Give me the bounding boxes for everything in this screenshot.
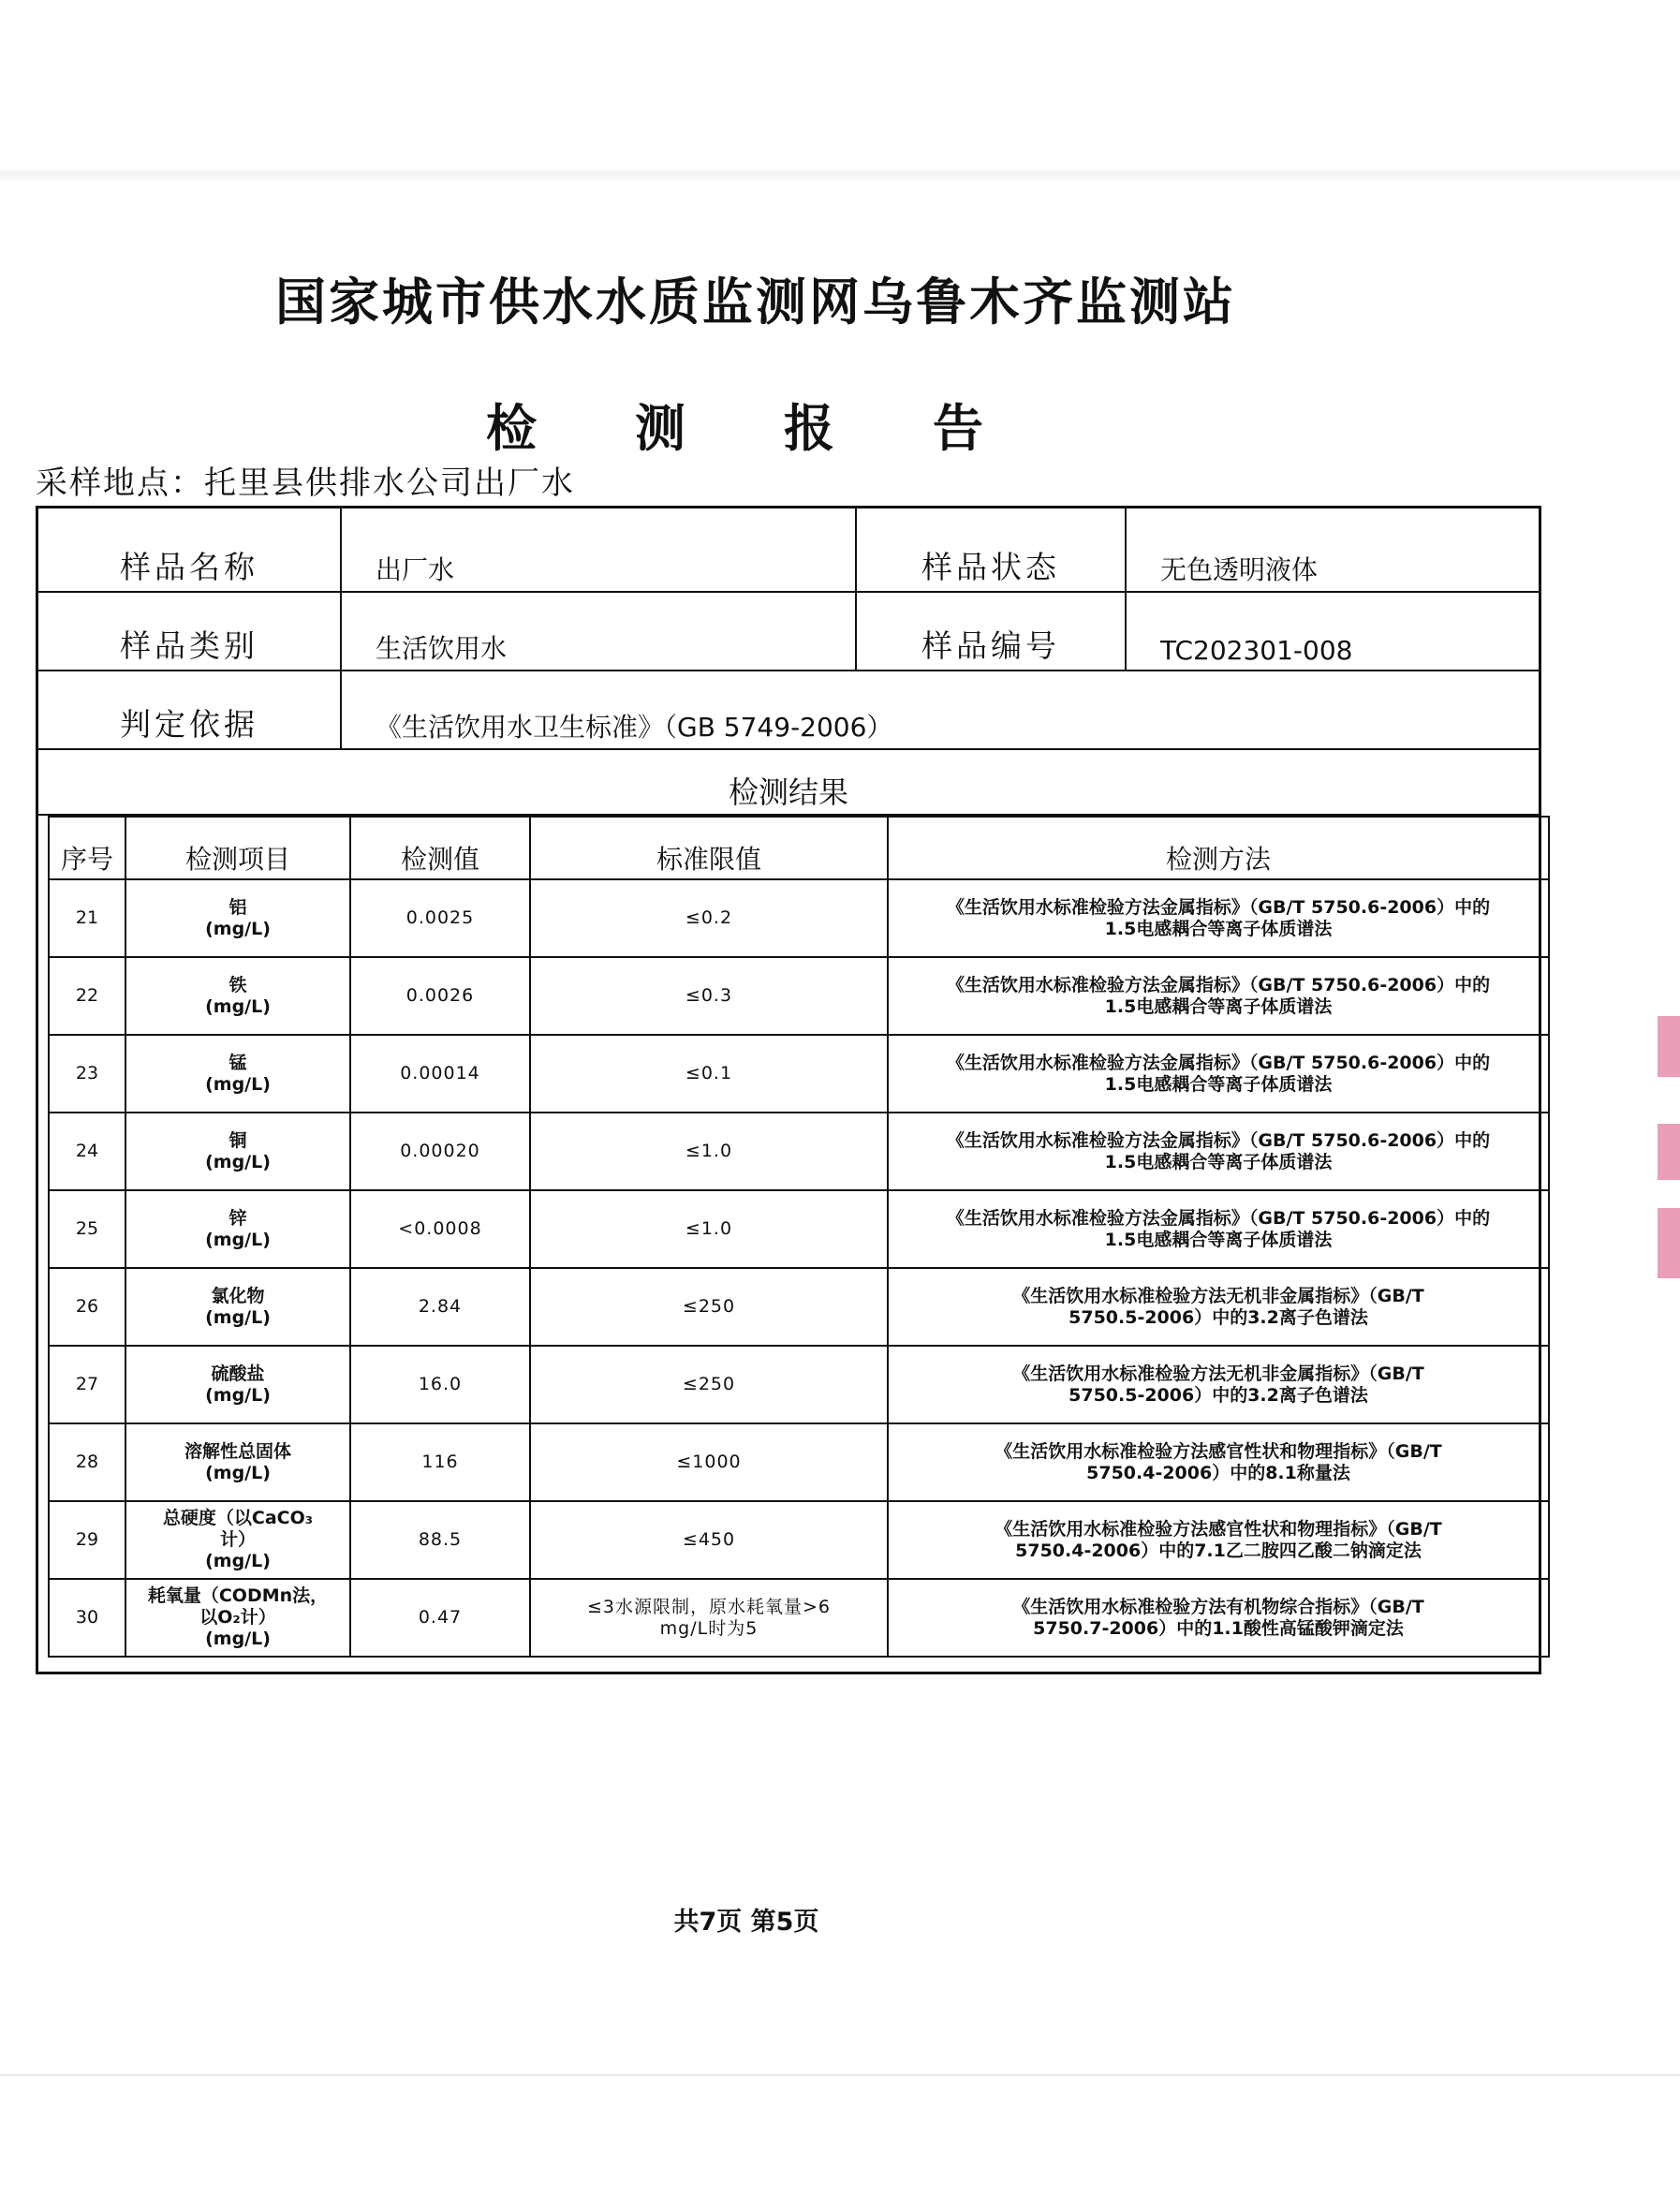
basis-label: 判定依据 [120,706,258,743]
row-no: 21 [49,879,125,957]
info-row-category-number [38,593,1539,671]
method-line-1: 《生活饮用水标准检验方法无机非金属指标》（GB/T [1012,1285,1424,1306]
method-line-1: 《生活饮用水标准检验方法感官性状和物理指标》（GB/T [995,1440,1442,1462]
row-value: 0.0025 [350,879,530,957]
table-row [49,1346,1549,1423]
item-name: 硫酸盐 [211,1363,265,1384]
table-row [49,1268,1549,1346]
row-value: 88.5 [350,1501,530,1579]
seal-stamp-fragment [1658,1208,1680,1278]
item-name: 总硬度（以CaCO₃ [162,1508,314,1528]
seal-stamp-fragment [1658,1124,1680,1180]
col-header-value: 检测值 [350,817,530,879]
method-line-1: 《生活饮用水标准检验方法有机物综合指标》（GB/T [1012,1596,1424,1617]
sample-state-value: 无色透明液体 [1125,509,1539,591]
row-no: 25 [49,1190,125,1268]
item-unit: (mg/L) [205,995,271,1017]
sample-site-label: 采样地点： [36,464,204,502]
row-value: 116 [350,1423,530,1501]
row-limit: ≤1.0 [530,1190,888,1268]
row-limit: ≤0.3 [530,957,888,1035]
table-row [49,1035,1549,1113]
row-item [125,1035,350,1113]
method-line-2: 1.5电感耦合等离子体质谱法 [1104,918,1333,939]
method-line-2: 5750.7-2006）中的1.1酸性高锰酸钾滴定法 [1033,1617,1404,1639]
method-line-2: 5750.4-2006）中的8.1称量法 [1086,1462,1350,1483]
sample-site [36,457,575,503]
item-unit: (mg/L) [205,1151,271,1172]
row-value: 0.00020 [350,1113,530,1190]
row-method [888,957,1549,1035]
sample-category-value: 生活饮用水 [340,593,855,670]
col-header-limit: 标准限值 [530,817,888,879]
row-value: 0.47 [350,1579,530,1657]
row-method [888,1346,1549,1423]
row-no: 28 [49,1423,125,1501]
method-line-2: 1.5电感耦合等离子体质谱法 [1104,1073,1333,1095]
method-line-1: 《生活饮用水标准检验方法金属指标》（GB/T 5750.6-2006）中的 [946,1207,1491,1229]
method-line-2: 5750.4-2006）中的7.1乙二胺四乙酸二钠滴定法 [1015,1540,1422,1561]
col-header-item: 检测项目 [125,817,350,879]
row-limit: ≤250 [530,1268,888,1346]
item-name: 锌 [228,1207,247,1229]
row-method [888,879,1549,957]
table-row [49,1113,1549,1190]
seal-stamp-fragment [1658,1016,1680,1077]
method-line-2: 5750.5-2006）中的3.2离子色谱法 [1068,1384,1368,1406]
row-no: 23 [49,1035,125,1113]
row-limit: ≤450 [530,1501,888,1579]
sample-state-label: 样品状态 [855,509,1125,591]
limit-line-2: mg/L时为5 [659,1617,759,1639]
table-row [49,1423,1549,1501]
row-method [888,1501,1549,1579]
row-no: 24 [49,1113,125,1190]
row-limit: ≤250 [530,1346,888,1423]
row-item [125,1501,350,1579]
col-header-method: 检测方法 [888,817,1549,879]
row-item [125,957,350,1035]
sample-name-value: 出厂水 [340,509,855,591]
row-method [888,1423,1549,1501]
sample-number-value: TC202301-008 [1125,593,1539,670]
sample-category-label: 样品类别 [120,627,258,664]
results-section-title: 检测结果 [38,750,1539,816]
row-no: 27 [49,1346,125,1423]
method-line-1: 《生活饮用水标准检验方法金属指标》（GB/T 5750.6-2006）中的 [946,896,1491,918]
row-limit: ≤0.2 [530,879,888,957]
row-item [125,1346,350,1423]
method-line-2: 1.5电感耦合等离子体质谱法 [1104,995,1333,1017]
item-name: 铜 [228,1129,247,1151]
row-no: 30 [49,1579,125,1657]
info-row-name-state [38,509,1539,593]
report-title: 检测报告 [486,399,1082,458]
row-no: 29 [49,1501,125,1579]
item-unit: (mg/L) [205,1551,271,1571]
item-unit: (mg/L) [205,1306,271,1328]
row-item [125,1579,350,1657]
item-unit: (mg/L) [205,1462,271,1483]
scan-artifact [0,2074,1680,2076]
item-unit: (mg/L) [205,1629,271,1649]
report-table [36,506,1541,1674]
row-value: 16.0 [350,1346,530,1423]
row-item [125,1113,350,1190]
row-item [125,1423,350,1501]
row-no: 26 [49,1268,125,1346]
row-value: 0.0026 [350,957,530,1035]
row-limit [530,1579,888,1657]
row-value: 2.84 [350,1268,530,1346]
scan-artifact [0,167,1680,182]
results-table [48,816,1550,1658]
row-limit: ≤0.1 [530,1035,888,1113]
item-name: 氯化物 [211,1285,265,1306]
item-name-cont: 计） [219,1529,256,1550]
row-method [888,1035,1549,1113]
method-line-2: 1.5电感耦合等离子体质谱法 [1104,1151,1333,1172]
method-line-1: 《生活饮用水标准检验方法金属指标》（GB/T 5750.6-2006）中的 [946,1052,1491,1073]
sample-site-value: 托里县供排水公司出厂水 [204,464,575,502]
row-item [125,879,350,957]
table-row [49,1501,1549,1579]
item-name-cont: 以O₂计） [199,1607,276,1628]
row-value: <0.0008 [350,1190,530,1268]
item-name: 铝 [228,896,247,918]
results-header-row [49,817,1549,879]
method-line-1: 《生活饮用水标准检验方法金属指标》（GB/T 5750.6-2006）中的 [946,974,1491,995]
row-limit: ≤1.0 [530,1113,888,1190]
row-limit: ≤1000 [530,1423,888,1501]
sample-number-label: 样品编号 [855,593,1125,670]
table-row [49,1579,1549,1657]
row-value: 0.00014 [350,1035,530,1113]
row-no: 22 [49,957,125,1035]
row-method [888,1190,1549,1268]
item-unit: (mg/L) [205,1073,271,1095]
method-line-1: 《生活饮用水标准检验方法金属指标》（GB/T 5750.6-2006）中的 [946,1129,1491,1151]
col-header-no: 序号 [49,817,125,879]
item-name: 溶解性总固体 [184,1440,291,1462]
row-method [888,1579,1549,1657]
row-item [125,1190,350,1268]
table-row [49,957,1549,1035]
info-row-basis [38,671,1539,750]
limit-line-1: ≤3水源限制，原水耗氧量>6 [586,1596,832,1617]
organization-title: 国家城市供水水质监测网乌鲁木齐监测站 [275,273,1236,332]
method-line-1: 《生活饮用水标准检验方法无机非金属指标》（GB/T [1012,1363,1424,1384]
item-name: 耗氧量（CODMn法， [147,1585,329,1606]
row-item [125,1268,350,1346]
table-row [49,879,1549,957]
item-name: 铁 [228,974,247,995]
page-info: 共7页 第5页 [673,1908,819,1937]
row-method [888,1113,1549,1190]
item-unit: (mg/L) [205,1229,271,1250]
method-line-1: 《生活饮用水标准检验方法感官性状和物理指标》（GB/T [995,1518,1442,1540]
method-line-2: 5750.5-2006）中的3.2离子色谱法 [1068,1306,1368,1328]
sample-name-label: 样品名称 [120,549,258,585]
item-name: 锰 [228,1052,247,1073]
table-row [49,1190,1549,1268]
row-method [888,1268,1549,1346]
basis-value: 《生活饮用水卫生标准》（GB 5749-2006） [340,671,1539,748]
method-line-2: 1.5电感耦合等离子体质谱法 [1104,1229,1333,1250]
item-unit: (mg/L) [205,918,271,939]
item-unit: (mg/L) [205,1384,271,1406]
